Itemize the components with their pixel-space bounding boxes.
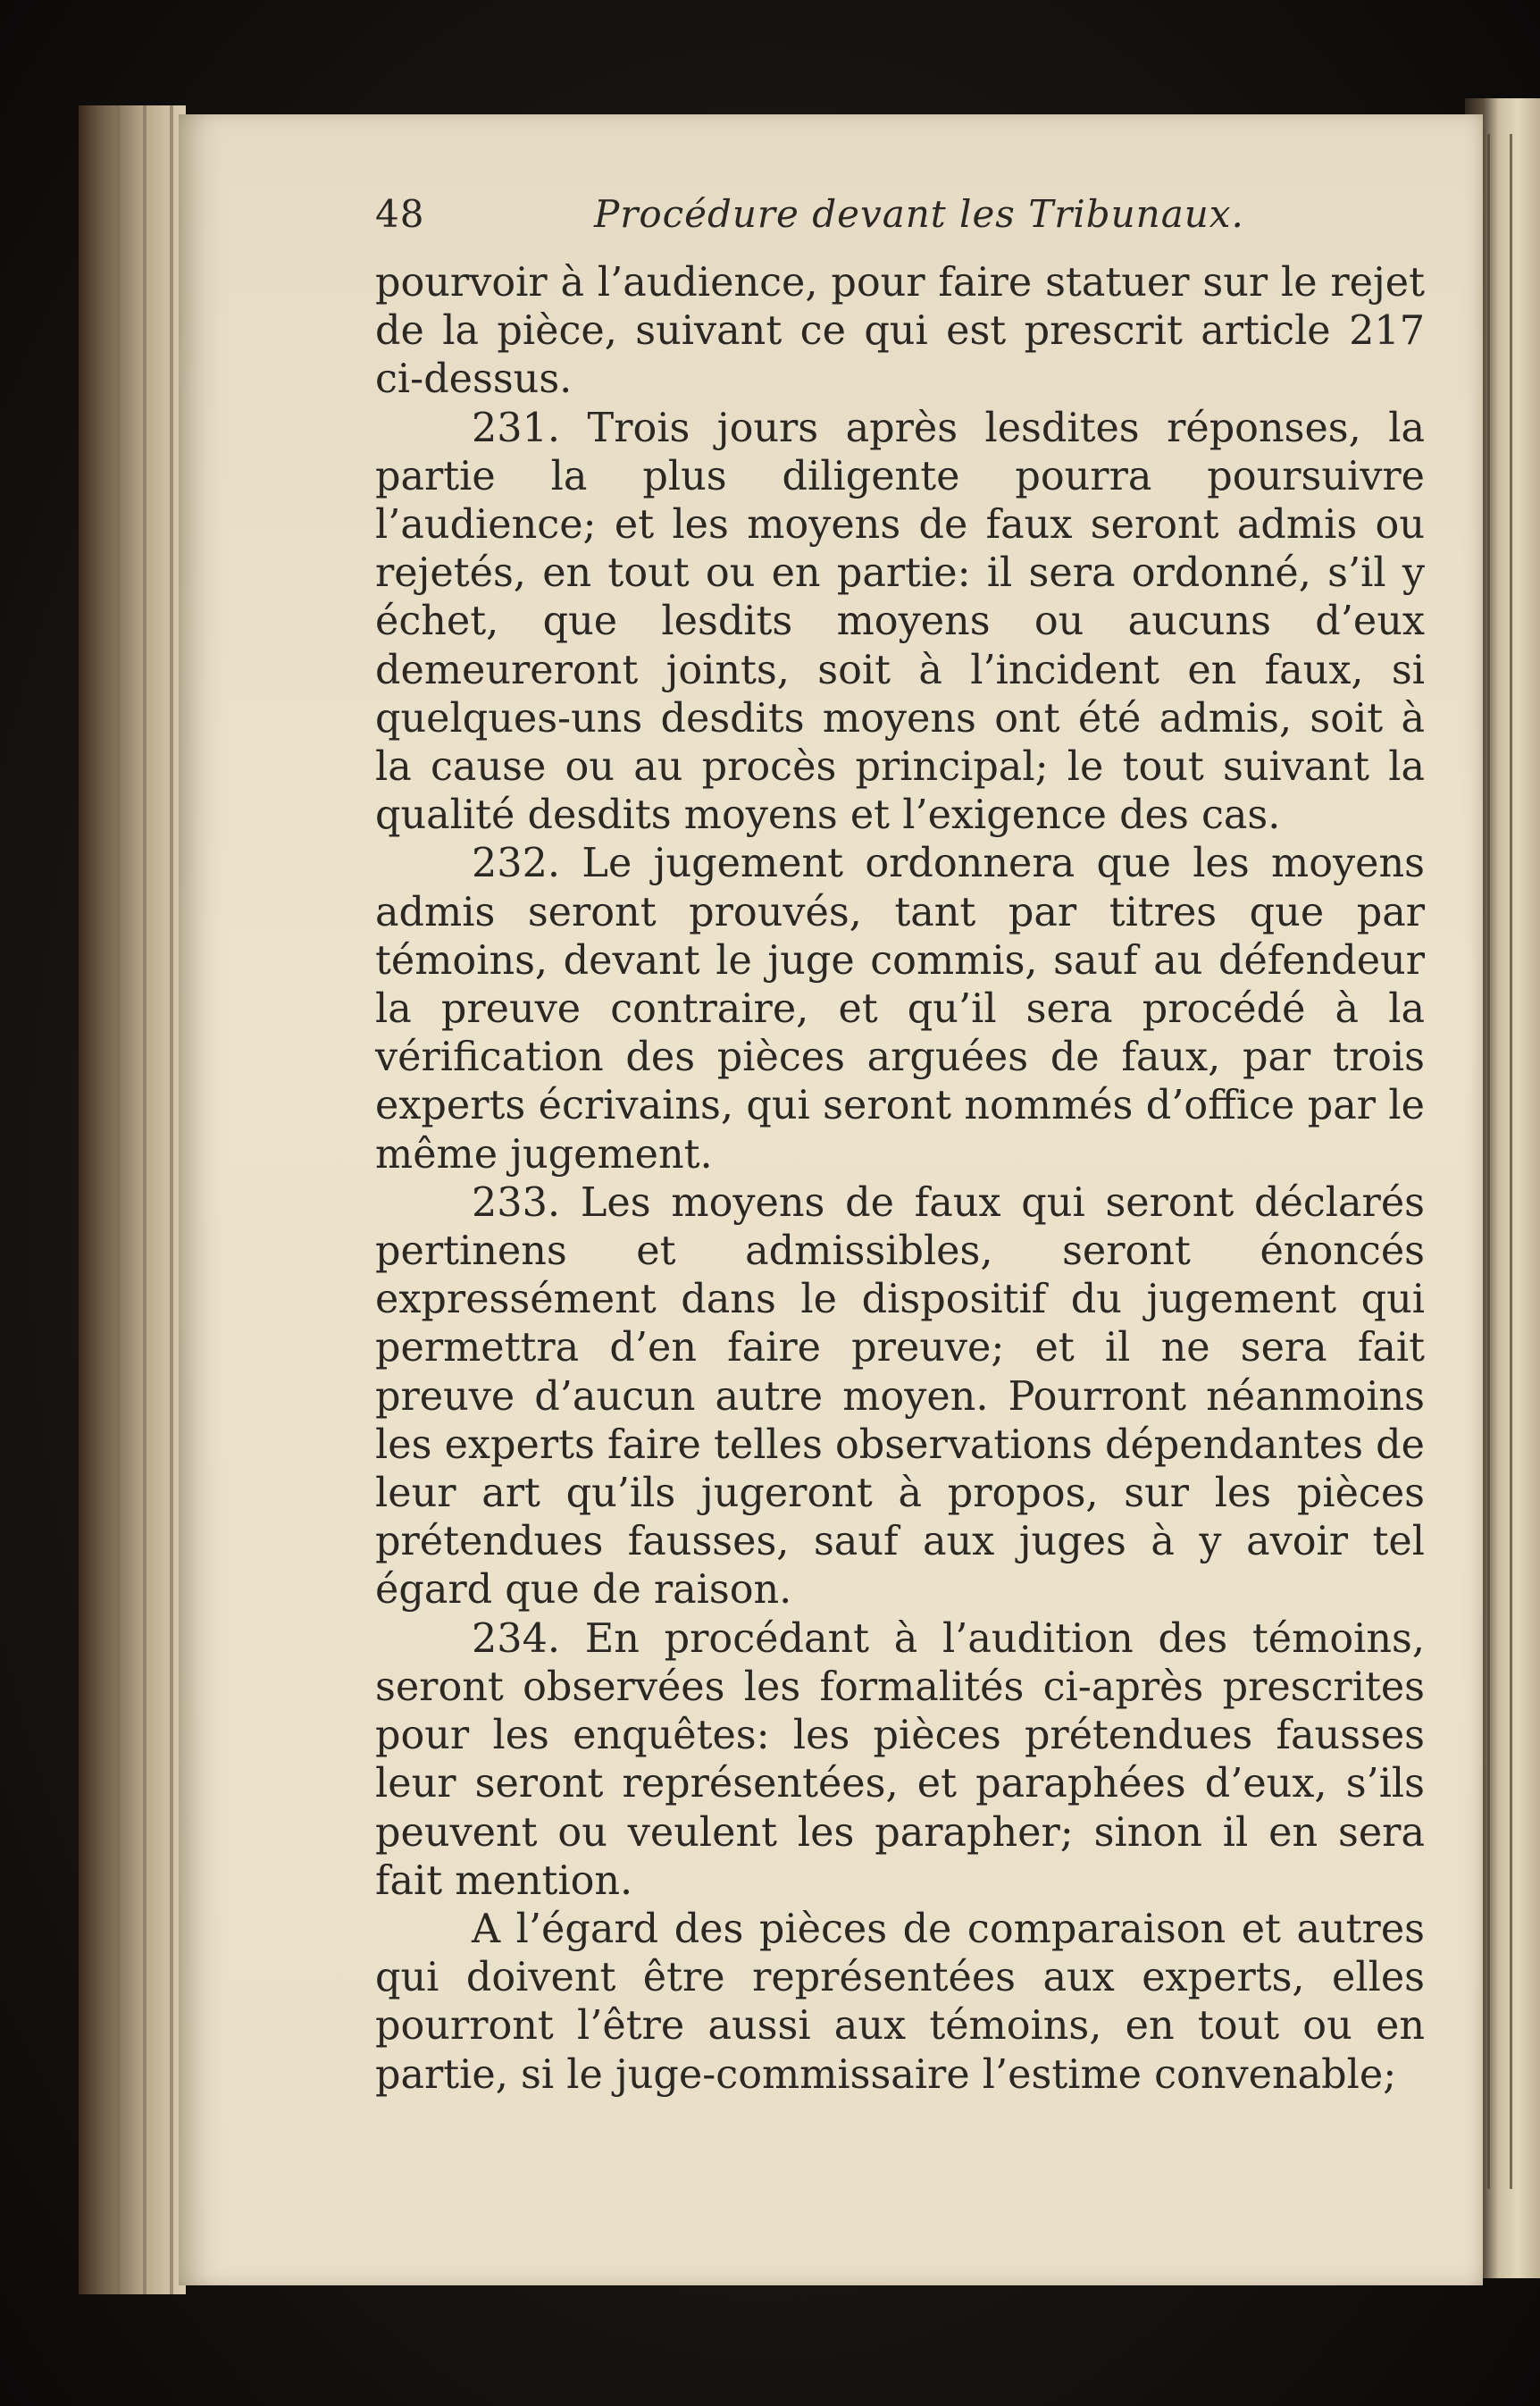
article-231: 231. Trois jours après lesdites réponses, la partie la plus diligente pourra poursuivre l’audience; et les moyens de faux seront admis ou rejetés, en tout ou en partie: il sera ordonné, s’il y échet, que lesdits moyens ou aucuns d’eux demeureront joints, soit à l’incident en faux, si quelques-uns desdits moyens ont été admis, soit à la cause ou au procès principal; le tout suivant la qualité desdits moyens et l’exigence des cas. <box>375 405 1425 839</box>
paragraph-comparison-pieces: A l’égard des pièces de comparaison et autres qui doivent être représentées aux experts, elles pourront l’être aussi aux témoins, en tout ou en partie, si le juge-commissaire l’estime convenable; <box>375 1906 1425 2098</box>
spine-edge-line <box>170 105 173 2294</box>
spine-edge-line <box>116 105 120 2294</box>
page-edge-line <box>1487 134 1490 2189</box>
page-edge-line <box>1510 134 1512 2189</box>
article-232: 232. Le jugement ordonnera que les moyens admis seront prouvés, tant par titres que par témoins, devant le juge commis, sauf au défendeur la preuve contraire, et qu’il sera procédé à la vérification des pièces arguées de faux, par trois experts écrivains, qui seront nommés d’office par le même jugement. <box>375 841 1425 1178</box>
body-text <box>375 259 1425 2100</box>
spine-edge-line <box>143 105 146 2294</box>
page-header <box>375 192 1420 246</box>
article-234: 234. En procédant à l’audition des témoins, seront observées les formalités ci-après prescrites pour les enquêtes: les pièces prétendues fausses leur seront représentées, et paraphées d’eux, s’ils peuvent ou veulent les parapher; sinon il en sera fait mention. <box>375 1615 1425 1904</box>
running-title: Procédure devant les Tribunaux. <box>594 192 1244 236</box>
article-233: 233. Les moyens de faux qui seront déclarés pertinens et admissibles, seront énoncés expressément dans le dispositif du jugement qui permettra d’en faire preuve; et il ne sera fait preuve d’aucun autre moyen. Pourront néanmoins les experts faire telles observations dépendantes de leur art qu’ils jugeront à propos, sur les pièces prétendues fausses, sauf aux juges à y avoir tel égard que de raison. <box>375 1179 1425 1614</box>
page-number: 48 <box>375 192 425 236</box>
paragraph-continuation: pourvoir à l’audience, pour faire statuer sur le rejet de la pièce, suivant ce qui est prescrit article 217 ci-dessus. <box>375 260 1425 403</box>
